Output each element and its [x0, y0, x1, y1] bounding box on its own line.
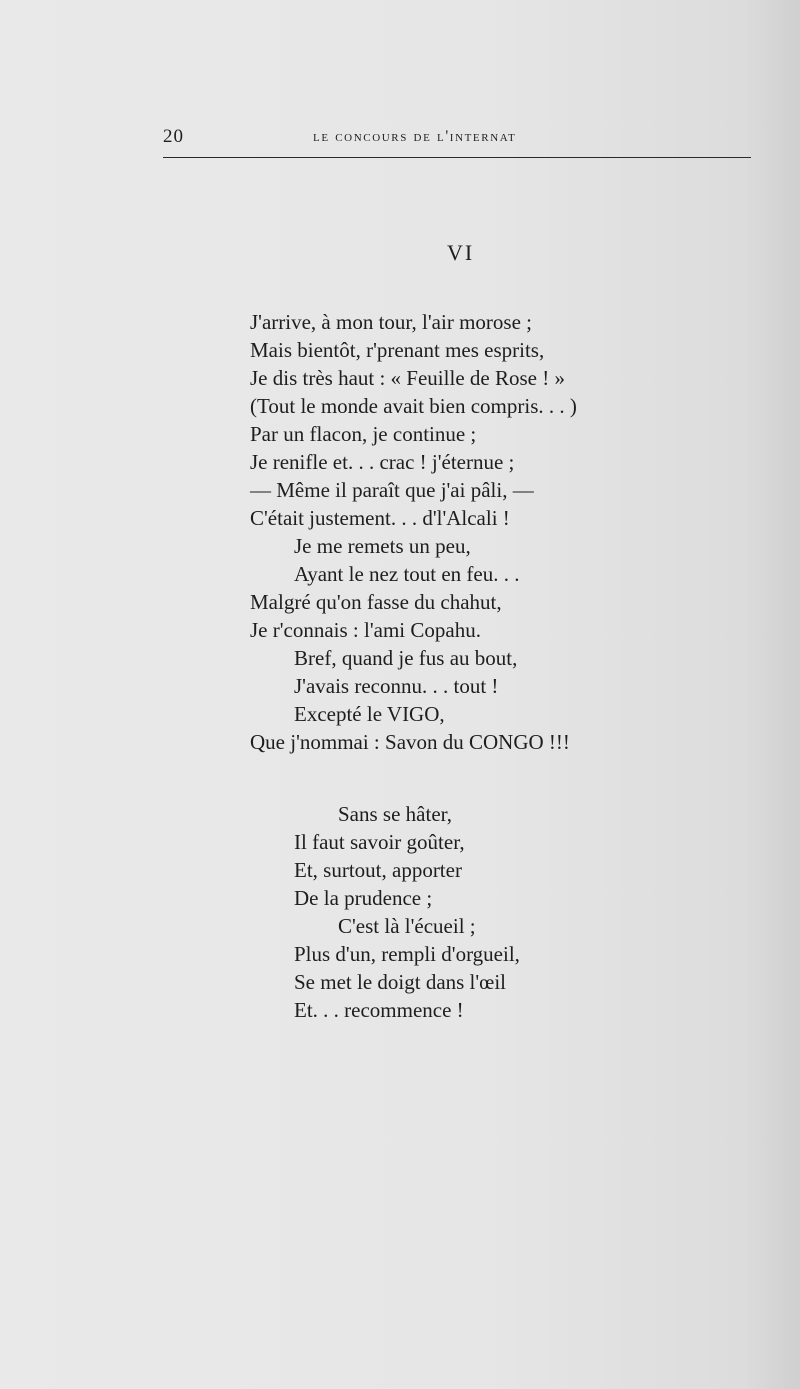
verse-line: Malgré qu'on fasse du chahut, — [250, 590, 502, 614]
running-head — [163, 126, 751, 156]
verse-line: J'arrive, à mon tour, l'air morose ; — [250, 310, 532, 334]
section-number: VI — [447, 240, 475, 265]
verse-line: Et. . . recommence ! — [294, 998, 464, 1022]
verse-line: De la prudence ; — [294, 886, 433, 910]
verse-line: Je me remets un peu, — [294, 534, 471, 558]
verse-line: Et, surtout, apporter — [294, 858, 462, 882]
verse-line: C'était justement. . . d'l'Alcali ! — [250, 506, 510, 530]
verse-line: C'est là l'écueil ; — [338, 914, 476, 938]
header-rule — [163, 157, 751, 158]
verse-line: J'avais reconnu. . . tout ! — [294, 674, 499, 698]
verse-line: Se met le doigt dans l'œil — [294, 970, 507, 994]
verse-line: Je renifle et. . . crac ! j'éternue ; — [250, 450, 515, 474]
verse-line: Par un flacon, je continue ; — [250, 422, 477, 446]
verse-line: Mais bientôt, r'prenant mes esprits, — [250, 338, 545, 362]
verse-line: Bref, quand je fus au bout, — [294, 646, 518, 670]
verse-line: Plus d'un, rempli d'orgueil, — [294, 942, 520, 966]
verse-line: Sans se hâter, — [338, 802, 453, 826]
verse-line: Excepté le VIGO, — [294, 702, 445, 726]
verse-line: Il faut savoir goûter, — [294, 830, 465, 854]
verse-line: Je dis très haut : « Feuille de Rose ! » — [250, 366, 565, 390]
verse-line: Ayant le nez tout en feu. . . — [294, 562, 520, 586]
verse-line: Je r'connais : l'ami Copahu. — [250, 618, 481, 642]
verse-line: Que j'nommai : Savon du CONGO !!! — [250, 730, 570, 754]
verse-line: — Même il paraît que j'ai pâli, — — [250, 478, 534, 502]
verse-line: (Tout le monde avait bien compris. . . ) — [250, 394, 577, 418]
running-title: le concours de l'internat — [313, 128, 517, 145]
page-number: 20 — [163, 126, 184, 147]
